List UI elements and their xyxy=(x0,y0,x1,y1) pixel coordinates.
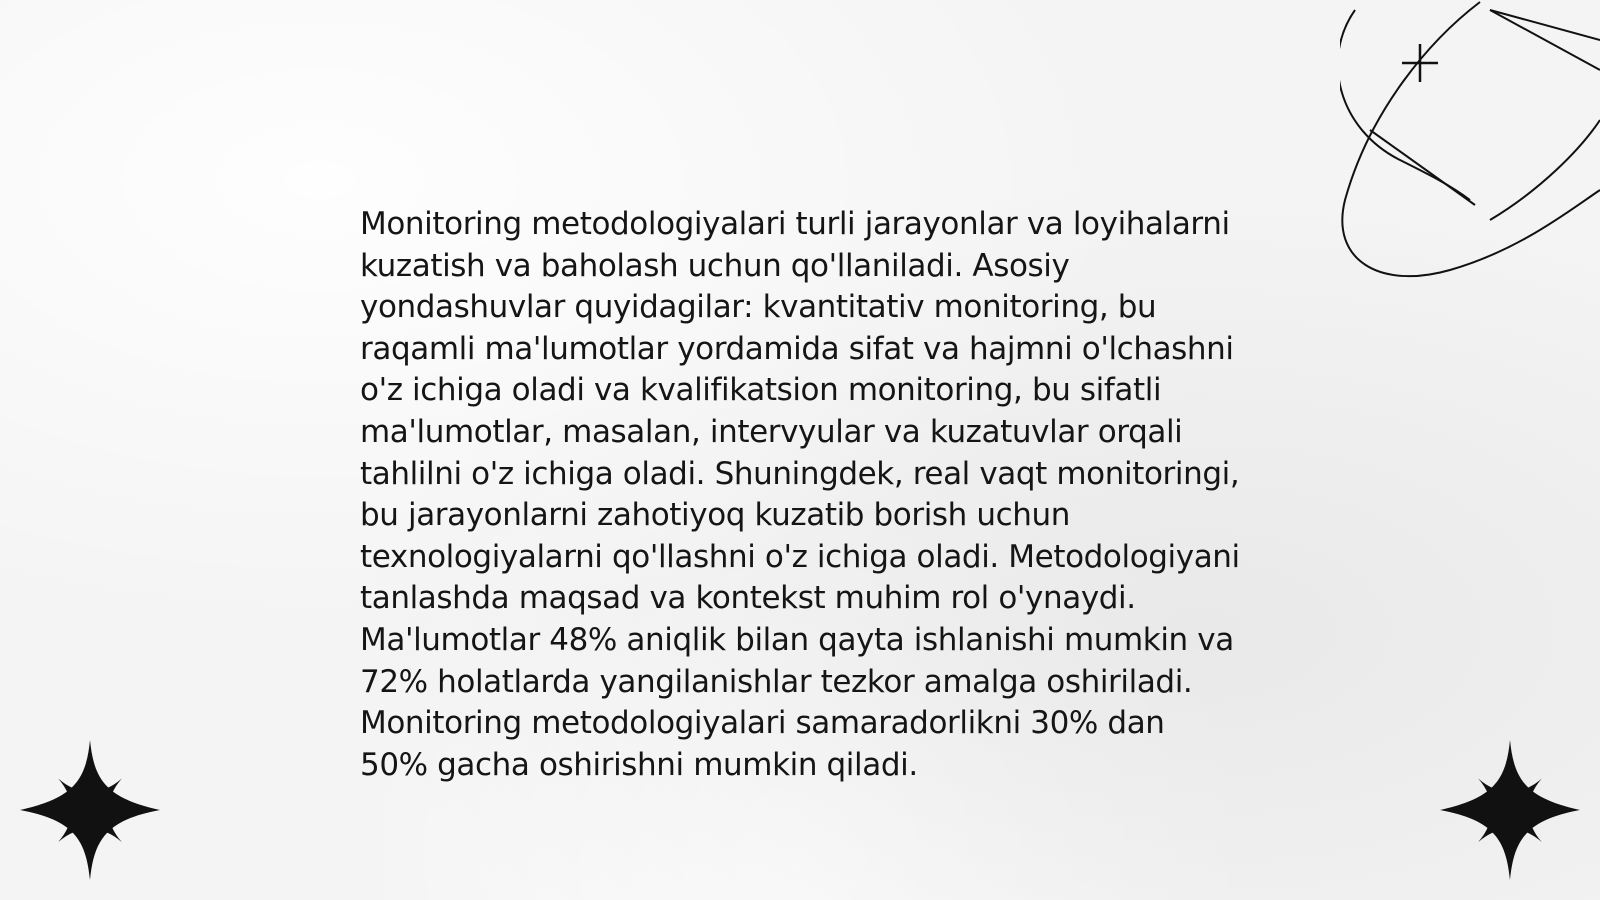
body-text: Monitoring metodologiyalari turli jarayonlar va loyihalarni kuzatish va baholash uchun qo'llaniladi. Asosiy yondashuvlar quyidagilar: kvantitativ monitoring, bu raqamli ma'lumotlar yordamida sifat va hajmni o'lchashni o'z ichiga oladi va kvalifikatsion monitoring, bu sifatli ma'lumotlar, masalan, intervyular va kuzatuvlar orqali tahlilni o'z ichiga oladi. Shuningdek, real vaqt monitoringi, bu jarayonlarni zahotiyoq kuzatib borish uchun texnologiyalarni qo'llashni o'z ichiga oladi. Metodologiyani tanlashda maqsad va kontekst muhim rol o'ynaydi. Ma'lumotlar 48% aniqlik bilan qayta ishlanishi mumkin va 72% holatlarda yangilanishlar tezkor amalga oshiriladi. Monitoring metodologiyalari samaradorlikni 30% dan 50% gacha oshirishni mumkin qiladi. xyxy=(360,206,1240,783)
four-point-star-icon xyxy=(1440,740,1580,880)
four-point-star-icon xyxy=(20,740,160,880)
orbit-line-art-icon xyxy=(1340,0,1600,290)
